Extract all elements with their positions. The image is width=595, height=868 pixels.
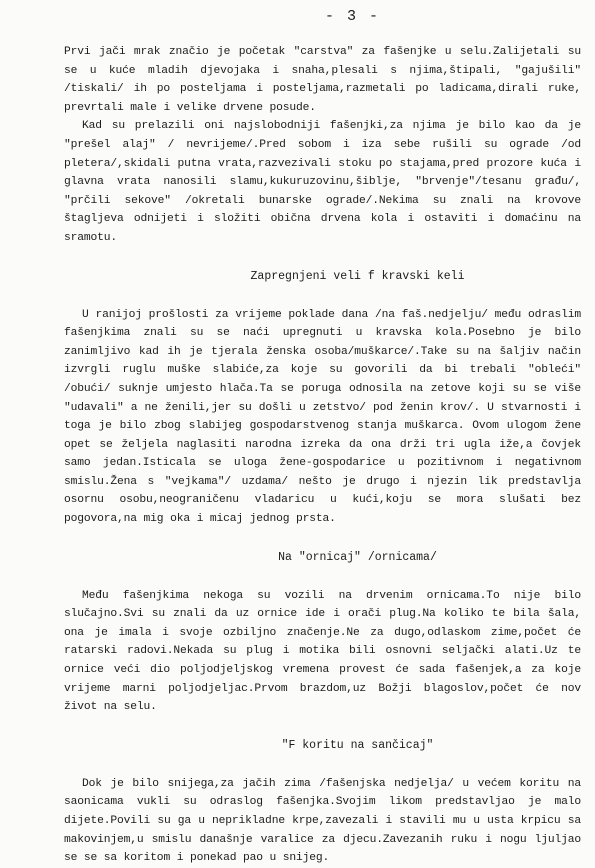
paragraph-kravski-keli: U ranijoj prošlosti za vrijeme poklade dana /na faš.nedjelju/ među odraslim fašenjkima znali su se naći upregnuti u kravska kola.Posebno je bilo zanimljivo kad ih je tjerala ženska osoba/muškarce/.Take su na šaljiv način izvrgli ruglu muške slabiće,za koje su govorili da bi trebali "obleći" /obući/ suknje umjesto hlača.Ta se poruga odnosila na zetove koji su se više "udavali" a ne ženili,jer su došli u zetstvo/ pod ženin krov/. U stvarnosti i toga je bilo zbog slabijeg gospodarstvenog stanja muškarca. Ovom ulogom žene opet se željela naglasiti narodna izreka da ona drži tri ugla iže,a čovjek samo jedan.Isticala se uloga žene-gospodarice u pozitivnom i negativnom smislu.Žena s "vejkama"/ uzdama/ nešto je drugo i njezin lik predstavlja osornu osobu,neograničenu vladaricu u kući,koju se mora slušati bez pogovora,na mig oka i micaj jednog prsta. <box>64 308 581 526</box>
page-number: - 3 - <box>324 8 380 25</box>
section-heading: Na "ornicaj" /ornicama/ <box>278 550 437 564</box>
section-koritu <box>64 737 581 868</box>
intro-section <box>64 43 581 248</box>
paragraph-koritu: Dok je bilo snijega,za jačih zima /fašenjska nedjelja/ u većem koritu na saonicama vukli su odraslog fašenjka.Svojim likom predstavljao je malo dijete.Povili su ga u neprikladne krpe,zavezali i stavili mu u usta krpicu sa makovinjem,u smislu današnje varalice za djecu.Zavezanih ruku i nogu ljuljao se se sa koritom i ponekad pao u snijeg. <box>64 777 581 865</box>
section-heading: "F koritu na sančicaj" <box>281 738 434 752</box>
section-ornicaj <box>64 549 581 717</box>
section-kravski-keli <box>64 268 581 529</box>
section-heading: Zapregnjeni veli f kravski keli <box>250 269 465 283</box>
paragraph-ornicaj: Među fašenjkima nekoga su vozili na drvenim ornicama.To nije bilo slučajno.Svi su znali da uz ornice ide i orači plug.Na koliko te bila šala, ona je imala i svoje ozbiljno značenje.Ne za dugo,odlaskom zime,počet će ratarski radovi.Nekada su plug i motika bili osnovni seljački alati.Uz te ornice veći dio poljodjeljskog vremena provest će sada fašenjek,a za koje vrijeme marni poljodjeljac.Prvom brazdom,uz Božji blagoslov,počet će nov život na selu. <box>64 589 581 714</box>
paragraph-intro-2: Kad su prelazili oni najslobodniji fašenjki,za njima je bilo kao da je "prešel alaj" / nevrijeme/.Pred sobom i iza sebe rušili su ograde /od pletera/,skidali putna vrata,razvezivali stoku po stajama,pred prozore kuća i glavna vrata nanosili slamu,kukuruzovinu,šiblje, "brvenje"/tesanu građu/, "prčili sekove" /okretali bunarske ograde/.Nekima su znali na krovove štagljeva odnijeti i složiti obična drvena kola i ostaviti i domaćinu na sramotu. <box>64 120 581 244</box>
paragraph-intro-1: Prvi jači mrak značio je početak "carstva" za fašenjke u selu.Zalijetali su se u kuće mladih djevojaka i snaha,plesali s njima,štipali, "gajušili" /tiskali/ ih po posteljama i posteljama,razmetali po ladicama,dirali ruke, prevrtali male i velike drvene posude. <box>64 46 581 114</box>
